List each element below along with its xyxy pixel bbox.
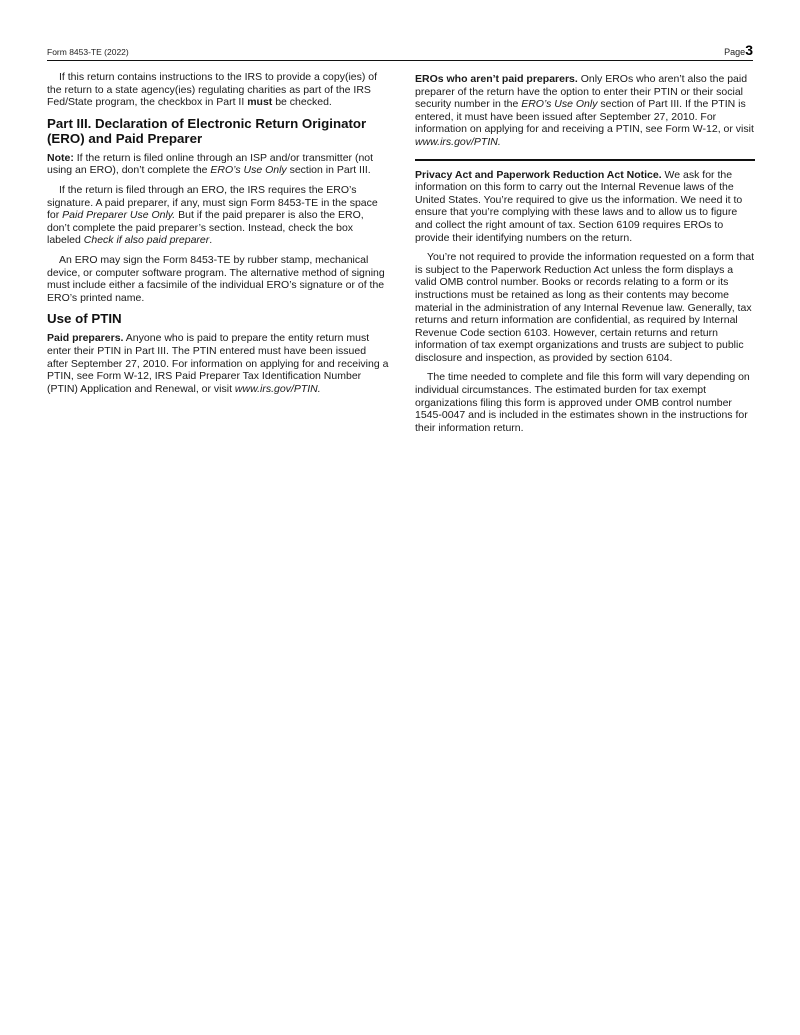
form-id: Form 8453-TE (2022)	[47, 47, 129, 57]
page-number-value: 3	[745, 42, 753, 58]
ero-stamp-paragraph: An ERO may sign the Form 8453-TE by rubber stamp, mechanical device, or computer software program. The alternative method of signing must include either a facsimile of the individual ERO’s signature or of the ERO’s printed name.	[47, 253, 385, 304]
note-label: Note:	[47, 151, 74, 164]
text: If the return is filed through an ERO, the IRS requires the ERO’s signature. A paid preparer, if any, must sign Form 8453-TE in the space for	[47, 183, 378, 222]
privacy-act-label: Privacy Act and Paperwork Reduction Act Notice.	[415, 168, 662, 181]
text: If the return is filed online through an ISP and/or transmitter (not using an ERO), don’t complete the	[47, 151, 374, 177]
section-divider	[415, 159, 755, 161]
text: section of Part III. If the PTIN is entered, it must have been issued after September 27, 2010. For information on applying for and receiving a PTIN, see Form W-12, or visit	[415, 98, 754, 136]
italic-text: Paid Preparer Use Only.	[62, 209, 176, 222]
privacy-act-paragraph	[415, 169, 755, 245]
text: .	[209, 234, 213, 247]
page-header	[47, 40, 753, 61]
text: If this return contains instructions to the IRS to provide a copy(ies) of the return to a state agency(ies) regulating charities as part of the IRS Fed/State program, the checkbox in Part II	[47, 71, 378, 109]
italic-text: Check if also paid preparer	[83, 234, 210, 247]
time-burden-paragraph: The time needed to complete and file this form will vary depending on individual circumstances. The estimated burden for tax exempt organizations filing this form is approved under OMB control number 1545-0047 and is included in the estimates shown in the instructions for their information return.	[415, 371, 750, 434]
eros-label: EROs who aren’t paid preparers.	[415, 73, 578, 85]
paid-preparers-label: Paid preparers.	[47, 332, 124, 345]
not-required-paragraph: You’re not required to provide the information requested on a form that is subject to the Paperwork Reduction Act unless the form displays a valid OMB control number. Books or records relating to a form or its instructions must be retained as long as their contents may become material in the administration of any Internal Revenue law. Generally, tax returns and return information are confidential, as required by Internal Revenue Code section 6103. However, certain returns and return information of tax exempt organizations and trusts are subject to public disclosure and inspection, as provided by section 6104.	[415, 251, 755, 364]
text: Only EROs who aren’t also the paid preparer of the return have the option to enter their PTIN or their social security number in the	[415, 73, 748, 111]
italic-text: ERO’s Use Only	[210, 164, 287, 177]
italic-text: ERO’s Use Only	[521, 98, 598, 111]
ptin-link[interactable]: www.irs.gov/PTIN.	[415, 135, 501, 148]
ptin-link[interactable]: www.irs.gov/PTIN.	[234, 382, 321, 395]
text: be checked.	[272, 96, 332, 109]
section-heading-part-iii: Part III. Declaration of Electronic Return Originator (ERO) and Paid Preparer	[47, 115, 367, 146]
left-column	[47, 71, 389, 402]
text: But if the paid preparer is also the ERO, don’t complete the paid preparer’s section. Instead, check the box labeled	[47, 209, 364, 247]
eros-paragraph	[415, 73, 755, 149]
paid-preparers-paragraph	[47, 332, 389, 395]
bold-text: must	[247, 96, 273, 109]
page-number	[724, 42, 753, 58]
text: section in Part III.	[286, 164, 371, 177]
fed-state-paragraph	[47, 71, 389, 109]
text: We ask for the information on this form to carry out the Internal Revenue laws of the United States. You’re required to give us the information. We need it to ensure that you’re complying with these laws and to allow us to figure and collect the right amount of tax. Section 6109 requires EROs to provide their identifying numbers on the return.	[415, 168, 743, 244]
text: Anyone who is paid to prepare the entity return must enter their PTIN in Part III. The PTIN entered must have been issued after September 27, 2010. For information on applying for and receiving a PTIN, see Form W-12, IRS Paid Preparer Tax Identification Number (PTIN) Application and Renewal, or visit	[47, 332, 389, 395]
page-label: Page	[724, 47, 746, 57]
note-paragraph	[47, 152, 389, 177]
section-heading-ptin: Use of PTIN	[47, 311, 122, 327]
ero-signature-paragraph	[47, 184, 389, 247]
right-column	[415, 73, 755, 441]
